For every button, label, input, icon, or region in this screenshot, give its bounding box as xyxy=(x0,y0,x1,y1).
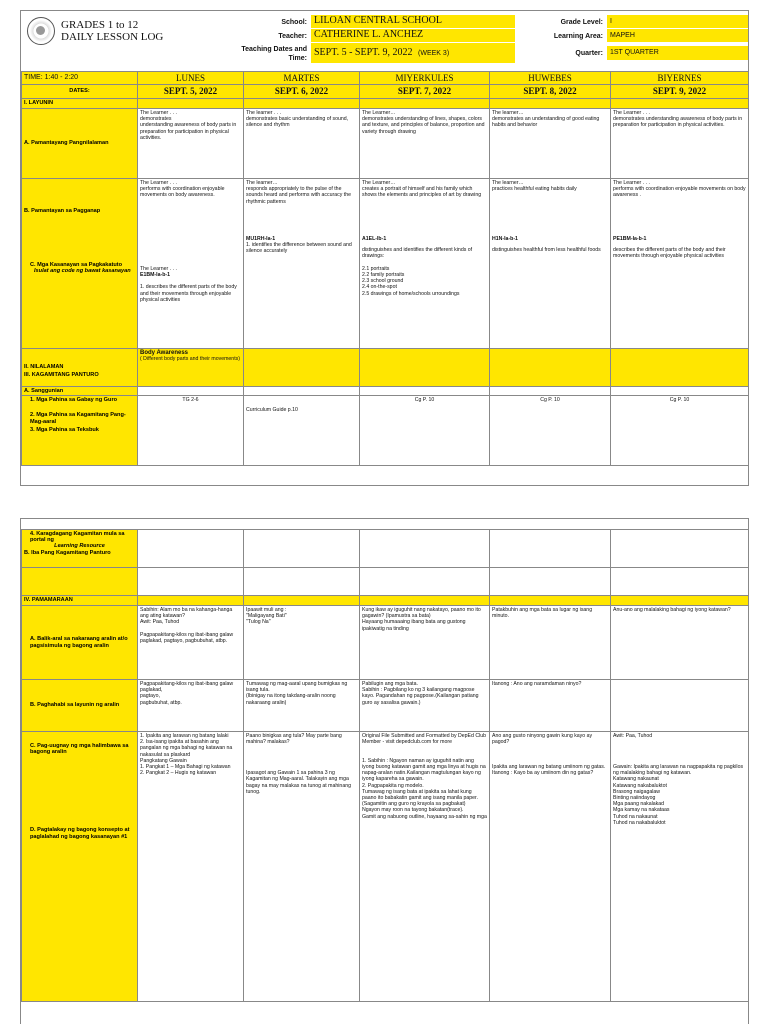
area-label: Learning Area: xyxy=(553,33,603,40)
guro-label: 1. Mga Pahina sa Gabay ng Guro xyxy=(30,397,118,404)
guro-ref: Cg P. 10 xyxy=(360,396,490,466)
balik-aral-cell: Anu-ano ang malalaking bahagi ng iyong katawan? xyxy=(611,606,749,680)
day-miyerkules: MIYERKULES xyxy=(360,72,490,85)
day-martes: MARTES xyxy=(244,72,360,85)
balik-aral-cell: Patakbuhin ang mga bata sa lugar ng isang minuto. xyxy=(490,606,611,680)
lesson-table-1 xyxy=(21,71,749,466)
pamamaraan-label: IV. PAMAMARAAN xyxy=(22,596,138,606)
references-label-cell xyxy=(22,396,138,466)
lesson-log-page-1 xyxy=(20,10,749,486)
row-b-text: The Learner . . . performs with coordination enjoyable movements on body awareness. xyxy=(140,180,225,199)
row-b-label: B. Pamantayan sa Pagganap xyxy=(24,208,101,214)
nilalaman-sub: ( Different body parts and their movements) xyxy=(140,356,240,363)
karagdagang-label: 4. Karagdagang Kagamitan mula sa portal ng xyxy=(30,531,125,544)
balik-aral-cell: Kung ikaw ay iguguhit nang nakatayo, paano mo ito gagawin? (Ipamustra sa bata) Hayaang humaaaing ibang bata ang gustong ipakiwatig na tinding xyxy=(360,606,490,680)
date-3: SEPT. 7, 2022 xyxy=(360,85,490,99)
paghahabi-label: B. Paghahabi sa layunin ng aralin xyxy=(22,680,138,732)
pag-uugnay-label: C. Pag-uugnay ng mga halimbawa sa bagong aralin xyxy=(30,743,129,756)
balik-aral-cell: Ipaawit muli ang : "Maligayang Bati" "Tulog Na" xyxy=(244,606,360,680)
row-c-text: distinguishes and identifies the different kinds of drawings: 2.1 portraits 2.2 family portraits 2.3 school ground 2.4 on-the-spot 2.5 drawings of home/schools urroundings xyxy=(362,247,473,297)
row-c-intro: The Learner . . . xyxy=(140,266,177,272)
row-pagganap-kasanayan xyxy=(22,179,749,349)
row-c-text: describes the different parts of the body and their movements through enjoyable physical activities xyxy=(613,247,726,260)
competency-code: H1N-Ia-b-1 xyxy=(492,236,518,242)
paghahabi-cell xyxy=(611,680,749,732)
sanggunian-row xyxy=(22,387,749,396)
row-a-cell: The Learner… demonstrates understanding of lines, shapes, colors and texture, and principles of balance, proportion and variety through drawing xyxy=(360,109,490,179)
pag-uugnay-cell: Ano ang gusto ninyong gawin kung kayo ay pagod? Ipakita ang larawan ng batang umiinom ng gatas. Itanong : Kayo ba ay umiinom din ng gatas? xyxy=(490,732,611,1002)
row-a-label: A. Pamantayang Pangnilalaman xyxy=(22,109,138,179)
competency-code: MU1RH-Ia-1 xyxy=(246,236,276,242)
dates-row xyxy=(22,85,749,99)
time-cell: TIME: 1:40 - 2:20 xyxy=(22,72,138,85)
deped-seal-icon xyxy=(27,17,55,45)
area-value: MAPEH xyxy=(607,29,748,42)
header xyxy=(21,11,748,69)
row-a-cell: The Learner . . . demonstrates understanding awareness of body parts in preparation for participation in physical activities. xyxy=(138,109,244,179)
pagtalakay-label: D. Pagtalakay ng bagong konsepto at paglalahad ng bagong kasanayan #1 xyxy=(30,827,130,840)
guro-ref: Curriculum Guide p.10 xyxy=(246,407,298,414)
iba-pang-label: B. Iba Pang Kagamitang Panturo xyxy=(24,549,111,556)
nilalaman-label-cell xyxy=(22,349,138,387)
row-pamantayang-pangnilalaman xyxy=(22,109,749,179)
row-bc-cell xyxy=(360,179,490,349)
row-bc-cell xyxy=(490,179,611,349)
row-bc-cell xyxy=(611,179,749,349)
row-c-text: 1. describes the different parts of the body and their movements through enjoyable physical activities xyxy=(140,284,237,303)
sanggunian-label: A. Sanggunian xyxy=(22,387,138,396)
guro-ref: Cg P. 10 xyxy=(611,396,749,466)
row-bc-cell xyxy=(138,179,244,349)
grade-label: Grade Level: xyxy=(560,19,603,26)
row-a-cell: The Learner . . . demonstrates understanding awareness of body parts in preparation for participation in physical activities. xyxy=(611,109,749,179)
title-line-2: DAILY LESSON LOG xyxy=(61,31,164,43)
paghahabi-cell: Tumawag ng mag-aaral upang bumigkas ng isang tula. (Ibinigay na itong takdang-aralin noong nakaraang aralin) xyxy=(244,680,360,732)
teksbuk-label: 3. Mga Pahina sa Teksbuk xyxy=(30,426,99,433)
date-4: SEPT. 8, 2022 xyxy=(490,85,611,99)
row-pag-uugnay-pagtalakay xyxy=(22,732,749,1002)
pag-uugnay-cell: Awit: Paa, Tuhod Gawain: Ipakita ang larawan na nagpapakita ng pagkilos ng malalaking bahagi ng katawan. Katawang nakaunat Katawang nakabaluktot Brasong naigagalaw Binting naiindayog Mga paang nakalakad Mga kamay na nakataas Tuhod na nakaunat Tuhod na nakabaluktot xyxy=(611,732,749,1002)
guro-ref: TG 2-6 xyxy=(138,396,244,466)
row-karagdagang xyxy=(22,530,749,568)
dates-label: Teaching Dates and Time: xyxy=(241,46,307,62)
pag-uugnay-cell: Original File Submitted and Formatted by DepEd Club Member - visit depedclub.com for more 1. Sabihin : Ngayon naman ay iguguhit natin ang iyong buong katawan gamit ang mga linya at hugis na napag-aralan natin.Kailangan magtulungan kayo ng iyong kapareha sa gawain. 2. Pagpapakita ng modelo. Tumawag ng isang bata at ipakita sa lahat kung paano ito babakatin gamit ang isang manila paper. (Sagamitin ang guro ng krayola sa pagbakat) Ngayon may roon na tayong bakatan(trace). Gamit ang nabuong outline, hayaang sa-sahin ng mga xyxy=(360,732,490,1002)
competency-code: PE1BM-Ia-b-1 xyxy=(613,236,647,242)
paghahabi-cell: Pagpapakitang-kilos ng ibat-ibang galaw paglakad, pagtayo, pagbubuhat, atbp. xyxy=(138,680,244,732)
date-5: SEPT. 9, 2022 xyxy=(611,85,749,99)
layunin-row xyxy=(22,99,749,109)
paghahabi-cell: Itanong : Ano ang naramdaman ninyo? xyxy=(490,680,611,732)
lesson-log-page-2 xyxy=(20,518,749,1024)
row-b-text: The learner… practices healthful eating habits daily xyxy=(492,180,577,193)
row-a-cell: The learner… demonstrates an understanding of good eating habits and behavior xyxy=(490,109,611,179)
school-value: LILOAN CENTRAL SCHOOL xyxy=(311,15,515,28)
row-balik-aral xyxy=(22,606,749,680)
row-iba-pang xyxy=(22,568,749,596)
day-lunes: LUNES xyxy=(138,72,244,85)
row-c-sublabel: Isulat ang code ng bawat kasanayan xyxy=(34,268,131,275)
nilalaman-content xyxy=(138,349,244,387)
dates-row-label: DATES: xyxy=(22,85,138,99)
nilalaman-label: II. NILALAMAN xyxy=(24,364,64,370)
row-paghahabi xyxy=(22,680,749,732)
pag-uugnay-label-cell xyxy=(22,732,138,1002)
row-bc-label xyxy=(22,179,138,349)
row-b-text: The Learner . . . performs with coordination enjoyable movements on body awareness . xyxy=(613,180,746,199)
dates-value xyxy=(311,43,515,63)
row-bc-cell xyxy=(244,179,360,349)
quarter-label: Quarter: xyxy=(575,50,603,57)
school-label: School: xyxy=(281,19,307,26)
kagamitan-label: III. KAGAMITANG PANTURO xyxy=(24,372,99,379)
days-row xyxy=(22,72,749,85)
paghahabi-cell: Pabilugin ang mga bata. Sabihin : Pagbilang ko ng 3 kailangang magpose kayo. Pagandahan ng pagpose.(Kailangan patiang guro ay sasalisa gawain.) xyxy=(360,680,490,732)
row-a-cell: The learner . . . demonstrates basic understanding of sound, silence and rhythm xyxy=(244,109,360,179)
mag-aaral-label: 2. Mga Pahina sa Kagamitang Pang-Mag-aaral xyxy=(30,412,126,425)
row-references xyxy=(22,396,749,466)
layunin-label: I. LAYUNIN xyxy=(22,99,138,109)
row-b-text: The learner… responds appropriately to the pulse of the sounds heard and performs with accuracy the rhythmic patterns xyxy=(246,180,351,205)
teacher-label: Teacher: xyxy=(278,33,307,40)
dates-range: SEPT. 5 - SEPT. 9, 2022 xyxy=(314,47,413,58)
row-c-text: 1. identifies the difference between sound and silence accurately xyxy=(246,242,352,255)
competency-code: A1EL-Ib-1 xyxy=(362,236,387,242)
learning-resource-label: Learning Resource xyxy=(54,543,105,550)
competency-code: E1BM-Ia-b-1 xyxy=(140,272,170,279)
pag-uugnay-cell: Paano binigkas ang tula? May parte bang mahina? malakas? Ipasagot ang Gawain 1 sa pahina 3 ng Kagamitan ng Mag-aaral. Talakayin ang mga bagay na may malakas na tunog at mahinang tunog. xyxy=(244,732,360,1002)
teacher-value: CATHERINE L. ANCHEZ xyxy=(311,29,515,42)
grade-value: I xyxy=(607,15,748,28)
row-c-label: C. Mga Kasanayan sa Pagkakatuto xyxy=(30,262,123,269)
row-c-text: distinguishes healthful from less healthful foods xyxy=(492,247,601,254)
date-2: SEPT. 6, 2022 xyxy=(244,85,360,99)
pamamaraan-row xyxy=(22,596,749,606)
karagdagang-label-cell xyxy=(22,530,138,568)
row-nilalaman xyxy=(22,349,749,387)
pag-uugnay-cell: 1. Ipakita ang larawan ng batang lalaki 2. Isa-isang ipakita at basahin ang pangalan ng mga bahagi ng katawan na nakasulat sa plaskard Pangkatang Gawain 1. Pangkat 1 – Mga Bahagi ng katawan 2. Pangkat 2 – Hugis ng katawan xyxy=(138,732,244,1002)
balik-aral-label: A. Balik-aral sa nakaraang aralin at/o pagsisimula ng bagong aralin xyxy=(22,606,138,680)
title-line-1: GRADES 1 to 12 xyxy=(61,19,139,31)
day-biyernes: BIYERNES xyxy=(611,72,749,85)
row-b-text: The Learner… creates a portrait of himself and his family which shows the elements and principles of art by drawing xyxy=(362,180,482,199)
week-value: (WEEK 3) xyxy=(418,50,450,57)
balik-aral-cell: Sabihin: Alam mo ba na kahanga-hanga ang ating katawan? Awit: Paa, Tuhod Pagpapakitang-kilos ng ibat-ibang galaw paglakad, pagtayo, pagbubuhat, atbp. xyxy=(138,606,244,680)
nilalaman-title: Body Awareness xyxy=(140,350,189,356)
lesson-table-2 xyxy=(21,529,749,1002)
date-1: SEPT. 5, 2022 xyxy=(138,85,244,99)
day-huwebes: HUWEBES xyxy=(490,72,611,85)
guro-ref: Cg P. 10 xyxy=(490,396,611,466)
quarter-value: 1ST QUARTER xyxy=(607,46,748,60)
